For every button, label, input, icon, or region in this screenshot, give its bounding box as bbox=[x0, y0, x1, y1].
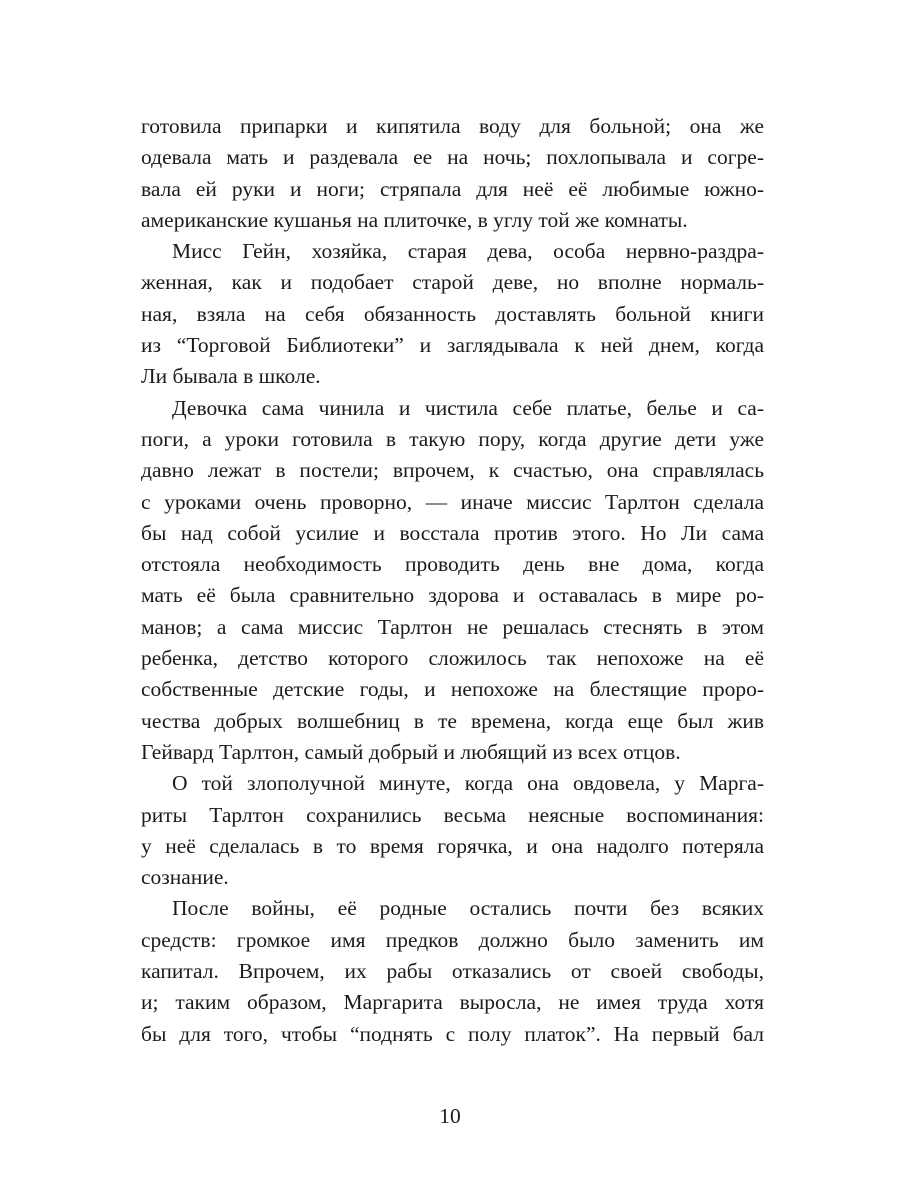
page-number: 10 bbox=[439, 1104, 461, 1128]
text-line: риты Тарлтон сохранились весьма неясные воспоминания: bbox=[141, 802, 764, 827]
text-line: средств: громкое имя предков должно было заменить им bbox=[141, 927, 764, 952]
text-line: манов; а сама миссис Тарлтон не решалась стеснять в этом bbox=[141, 614, 764, 639]
text-line: Гейвард Тарлтон, самый добрый и любящий из всех отцов. bbox=[141, 739, 681, 764]
text-line: Девочка сама чинила и чистила себе платье, белье и са- bbox=[172, 395, 764, 420]
text-line: собственные детские годы, и непохоже на блестящие проро- bbox=[141, 677, 764, 702]
text-line: После войны, её родные остались почти без всяких bbox=[172, 896, 764, 921]
text-line: Ли бывала в школе. bbox=[141, 364, 321, 389]
text-line: американские кушанья на плиточке, в углу той же комнаты. bbox=[141, 207, 688, 232]
text-line: и; таким образом, Маргарита выросла, не имея труда хотя bbox=[141, 990, 764, 1015]
paragraph bbox=[141, 111, 764, 236]
text-line: давно лежат в постели; впрочем, к счастью, она справлялась bbox=[141, 458, 764, 483]
text-line: из “Торговой Библиотеки” и заглядывала к ней днем, когда bbox=[141, 333, 764, 358]
text-line: у неё сделалась в то время горячка, и она надолго потеряла bbox=[141, 833, 764, 858]
text-line: ребенка, детство которого сложилось так непохоже на её bbox=[141, 646, 764, 671]
paragraph bbox=[141, 768, 764, 893]
text-line: женная, как и подобает старой деве, но вполне нормаль- bbox=[141, 270, 764, 295]
text-line: бы для того, чтобы “поднять с полу платок”. На первый бал bbox=[141, 1021, 764, 1046]
text-line: капитал. Впрочем, их рабы отказались от своей свободы, bbox=[141, 959, 764, 984]
text-line: поги, а уроки готовила в такую пору, когда другие дети уже bbox=[141, 426, 764, 451]
text-line: О той злополучной минуте, когда она овдовела, у Марга- bbox=[172, 771, 764, 796]
text-line: с уроками очень проворно, — иначе миссис Тарлтон сделала bbox=[141, 489, 764, 514]
text-line: готовила припарки и кипятила воду для больной; она же bbox=[141, 114, 764, 138]
text-line: Мисс Гейн, хозяйка, старая дева, особа нервно-раздра- bbox=[172, 239, 764, 264]
text-line: мать её была сравнительно здорова и оставалась в мире ро- bbox=[141, 583, 764, 608]
paragraph bbox=[141, 893, 764, 1049]
page-body-text bbox=[141, 111, 764, 1050]
text-line: вала ей руки и ноги; стряпала для неё её любимые южно- bbox=[141, 176, 764, 201]
text-line: отстояла необходимость проводить день вне дома, когда bbox=[141, 552, 764, 577]
text-line: сознание. bbox=[141, 865, 229, 890]
paragraph bbox=[141, 393, 764, 769]
text-line: бы над собой усилие и восстала против этого. Но Ли сама bbox=[141, 520, 764, 545]
text-line: чества добрых волшебниц в те времена, когда еще был жив bbox=[141, 708, 764, 733]
paragraph bbox=[141, 236, 764, 392]
text-line: одевала мать и раздевала ее на ночь; похлопывала и согре- bbox=[141, 145, 764, 170]
text-line: ная, взяла на себя обязанность доставлять больной книги bbox=[141, 301, 764, 326]
